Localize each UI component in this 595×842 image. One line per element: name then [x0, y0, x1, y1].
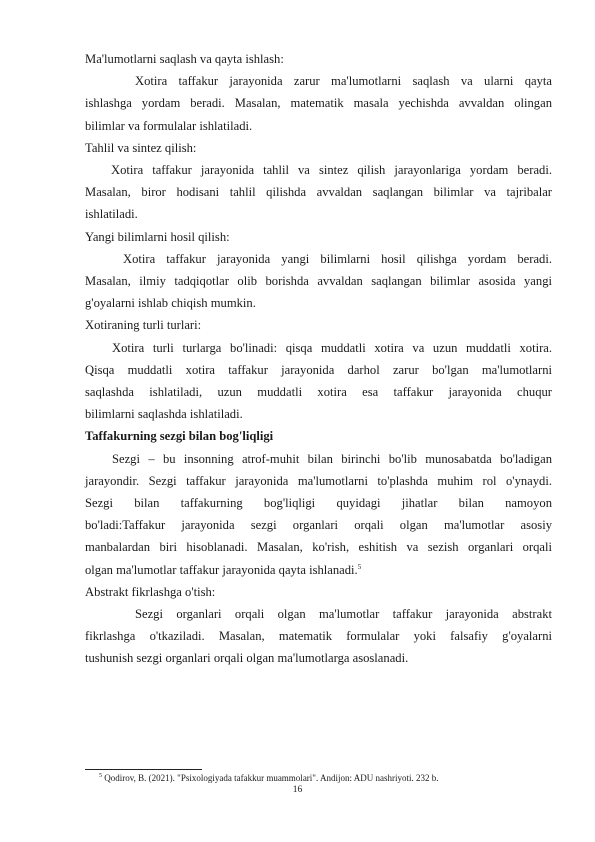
paragraph-line: ishlashga yordam beradi. Masalan, matematik masala yechishda avvaldan olingan: [85, 96, 552, 111]
paragraph-line: Xotira taffakur jarayonida tahlil va sintez qilish jarayonlariga yordam beradi.: [111, 163, 552, 178]
paragraph-line: Sezgi bilan taffakurning bog'liqligi quyidagi jihatlar bilan namoyon: [85, 496, 552, 511]
paragraph-line: jarayondir. Sezgi taffakur jarayonida ma'lumotlarni to'plashda muhim rol o'ynaydi.: [85, 473, 552, 488]
paragraph-line: tushunish sezgi organlari orqali olgan ma'lumotlarga asoslanadi.: [85, 651, 409, 666]
section-heading: Xotiraning turli turlari:: [85, 318, 202, 333]
paragraph-line: Xotira turli turlarga bo'linadi: qisqa muddatli xotira va uzun muddatli xotira.: [112, 340, 552, 355]
section-heading: Ma'lumotlarni saqlash va qayta ishlash:: [85, 52, 284, 66]
paragraph-line: bo'ladi:Taffakur jarayonida sezgi organlari orqali olgan ma'lumotlar asosiy: [85, 518, 552, 533]
paragraph-line: bilimlarni saqlashda ishlatiladi.: [85, 407, 243, 422]
paragraph-line: Masalan, ilmiy tadqiqotlar olib borishda avvaldan saqlangan bilimlar asosida yangi: [85, 274, 552, 289]
paragraph-line: Sezgi organlari orqali olgan ma'lumotlar taffakur jarayonida abstrakt: [135, 607, 552, 622]
footnote-reference: 5: [357, 562, 362, 571]
section-heading: Abstrakt fikrlashga o'tish:: [85, 584, 216, 599]
paragraph-line: saqlashda ishlatiladi, uzun muddatli xotira esa taffakur jarayonida chuqur: [85, 385, 552, 400]
paragraph-line: Xotira taffakur jarayonida zarur ma'lumotlarni saqlash va ularni qayta: [135, 74, 552, 89]
footnote-number: 5: [99, 773, 102, 779]
paragraph-line-text: olgan ma'lumotlar taffakur jarayonida qayta ishlanadi.: [85, 562, 358, 577]
footnote-text: Qodirov, B. (2021). "Psixologiyada tafakkur muammolari". Andijon: ADU nashriyoti. 232 b.: [104, 773, 439, 783]
section-heading: Yangi bilimlarni hosil qilish:: [85, 229, 230, 244]
section-heading: Tahlil va sintez qilish:: [85, 140, 197, 155]
page-body: [85, 48, 552, 670]
paragraph-line-with-footnote: [85, 559, 552, 581]
paragraph-line: ishlatiladi.: [85, 207, 138, 222]
section-heading-bold: Taffakurning sezgi bilan bog'liqligi: [85, 429, 274, 444]
paragraph-line: g'oyalarni ishlab chiqish mumkin.: [85, 296, 256, 311]
footnote-divider: [85, 769, 202, 770]
paragraph-line: Qisqa muddatli xotira taffakur jarayonida darhol zarur bo'lgan ma'lumotlarni: [85, 362, 552, 377]
page-number: 16: [292, 785, 303, 795]
paragraph-line: Sezgi – bu insonning atrof-muhit bilan birinchi bo'lib munosabatda bo'ladigan: [112, 451, 552, 466]
paragraph-line: Masalan, biror hodisani tahlil qilishda avvaldan saqlangan bilimlar va tajribalar: [85, 185, 552, 200]
paragraph-line: fikrlashga o'tkaziladi. Masalan, matematik formulalar yoki falsafiy g'oyalarni: [85, 629, 552, 644]
paragraph-line: bilimlar va formulalar ishlatiladi.: [85, 118, 253, 133]
footnote: [99, 772, 438, 784]
paragraph-line: Xotira taffakur jarayonida yangi bilimlarni hosil qilishga yordam beradi.: [123, 251, 552, 266]
paragraph-line: manbalardan biri hisoblanadi. Masalan, ko'rish, eshitish va sezish organlari orqali: [85, 540, 552, 555]
